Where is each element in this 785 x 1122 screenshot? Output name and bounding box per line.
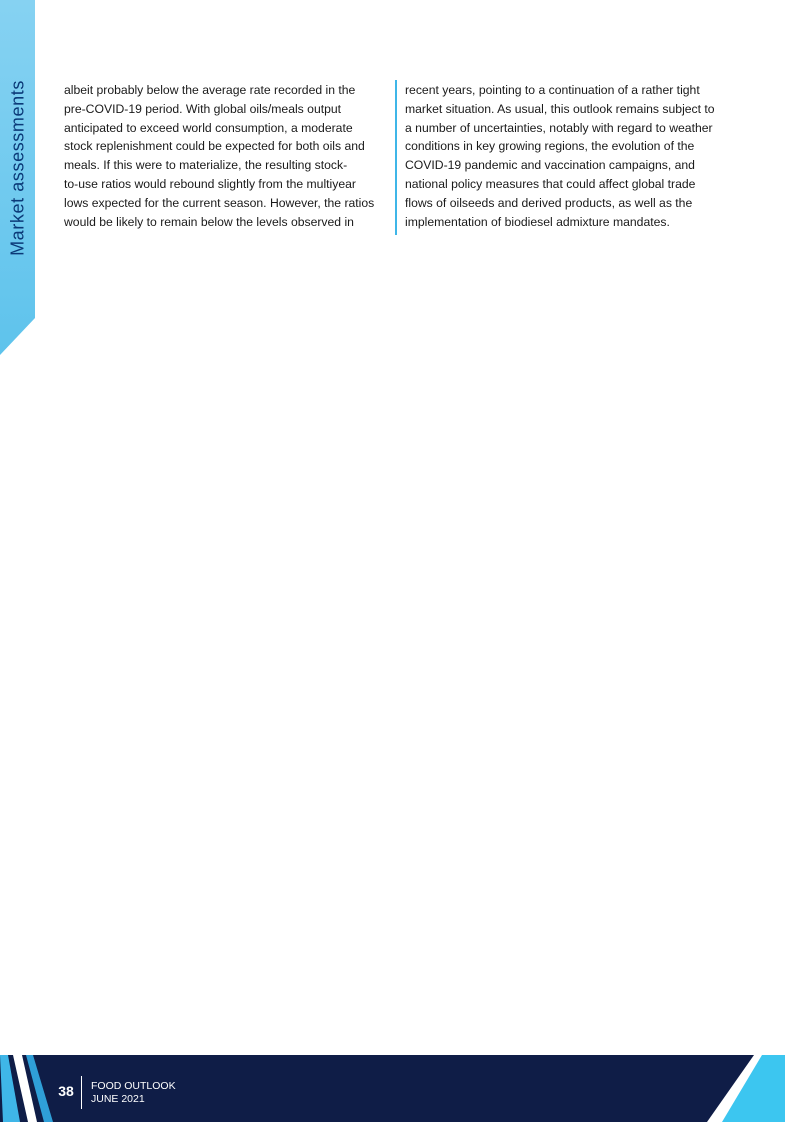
text-line: market situation. As usual, this outlook remains subject to — [405, 101, 715, 116]
publication-title: FOOD OUTLOOK — [91, 1080, 176, 1092]
text-line: COVID-19 pandemic and vaccination campaigns, and — [405, 158, 695, 173]
body-column-left — [64, 81, 382, 231]
text-line: to-use ratios would rebound slightly from the multiyear — [64, 176, 356, 191]
body-column-right — [405, 81, 735, 231]
text-line: lows expected for the current season. However, the ratios — [64, 195, 375, 210]
text-line: implementation of biodiesel admixture mandates. — [405, 214, 670, 229]
paragraph-left — [64, 81, 382, 231]
text-line: recent years, pointing to a continuation of a rather tight — [405, 83, 700, 97]
paragraph-right — [405, 81, 735, 231]
page-number: 38 — [58, 1083, 74, 1099]
footer-divider — [81, 1076, 82, 1109]
text-line: flows of oilseeds and derived products, as well as the — [405, 195, 693, 210]
text-line: meals. If this were to materialize, the resulting stock- — [64, 158, 348, 173]
text-line: albeit probably below the average rate recorded in the — [64, 83, 356, 97]
text-line: pre-COVID-19 period. With global oils/meals output — [64, 101, 342, 116]
text-line: a number of uncertainties, notably with regard to weather — [405, 120, 713, 135]
text-line: anticipated to exceed world consumption, a moderate — [64, 120, 353, 135]
text-line: national policy measures that could affect global trade — [405, 176, 696, 191]
section-label: Market assessments — [7, 80, 28, 256]
text-line: would be likely to remain below the levels observed in — [64, 214, 354, 229]
column-divider — [395, 80, 397, 235]
text-line: conditions in key growing regions, the evolution of the — [405, 139, 695, 154]
text-line: stock replenishment could be expected for both oils and — [64, 139, 365, 154]
publication-date: JUNE 2021 — [91, 1093, 145, 1105]
